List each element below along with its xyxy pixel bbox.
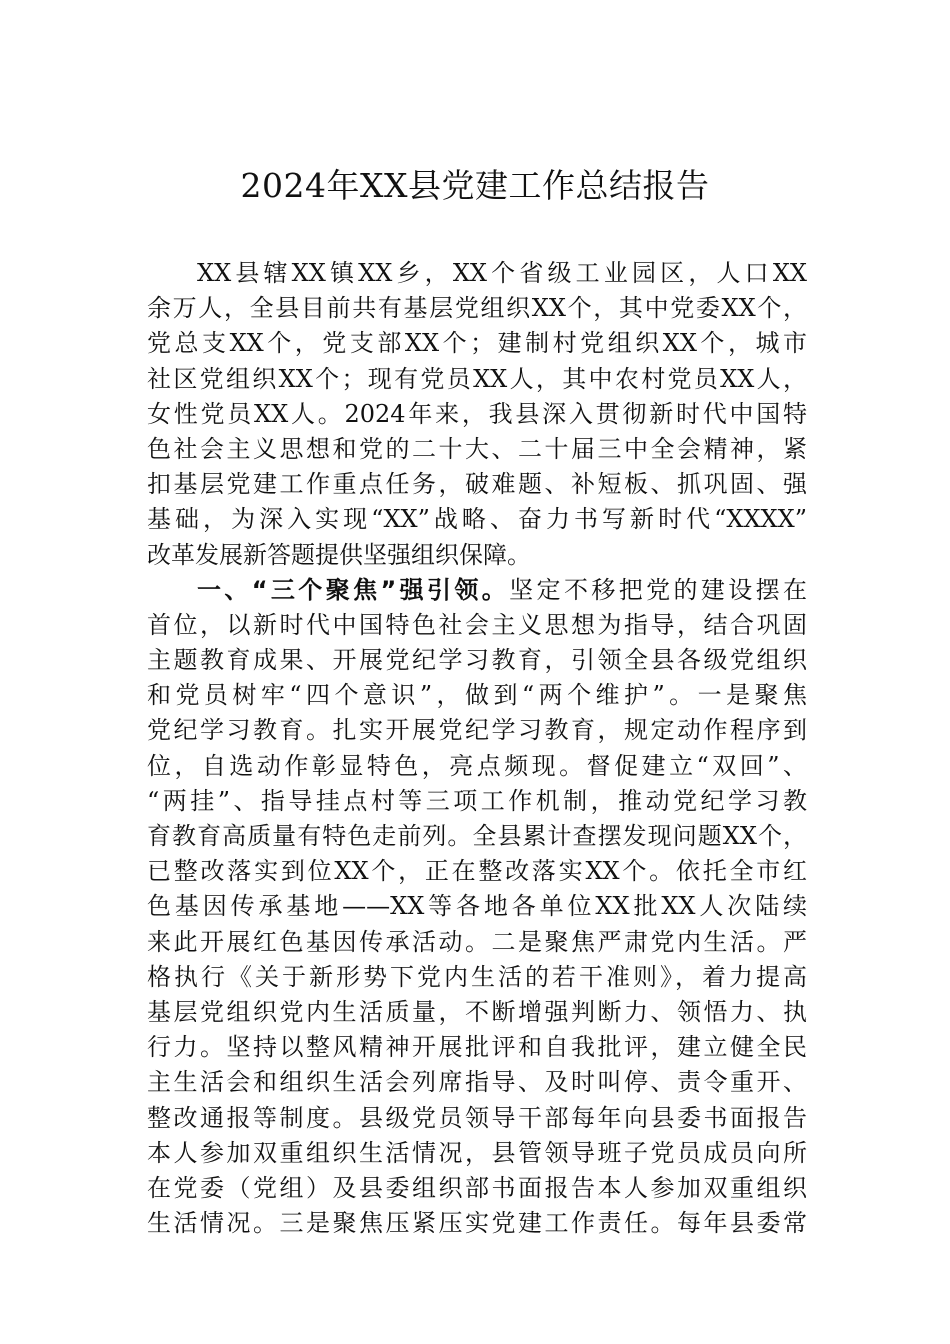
text-line: 党总支XX个，党支部XX个；建制村党组织XX个，城市 — [147, 329, 807, 358]
text-line: 行力。坚持以整风精神开展批评和自我批评，建立健全民 — [147, 1033, 807, 1062]
text-line: 格执行《关于新形势下党内生活的若干准则》，着力提高 — [147, 962, 807, 991]
text-line: 已整改落实到位XX个，正在整改落实XX个。依托全市红 — [147, 857, 807, 886]
text-line: “两挂”、指导挂点村等三项工作机制，推动党纪学习教 — [147, 786, 807, 815]
text-line: 色基因传承基地——XX等各地各单位XX批XX人次陆续 — [147, 892, 807, 921]
text-line: 扣基层党建工作重点任务，破难题、补短板、抓巩固、强 — [147, 470, 807, 499]
text-line: 位，自选动作彰显特色，亮点频现。督促建立“双回”、 — [147, 751, 807, 780]
text-line: 在党委（党组）及县委组织部书面报告本人参加双重组织 — [147, 1173, 807, 1202]
section-heading: 一、“三个聚焦”强引领。 — [197, 575, 510, 604]
text-line: 整改通报等制度。县级党员领导干部每年向县委书面报告 — [147, 1103, 807, 1132]
text-line: 来此开展红色基因传承活动。二是聚焦严肃党内生活。严 — [147, 927, 807, 956]
text-line: 生活情况。三是聚焦压紧压实党建工作责任。每年县委常 — [147, 1209, 807, 1238]
text-line: 党纪学习教育。扎实开展党纪学习教育，规定动作程序到 — [147, 716, 807, 745]
document-title: 2024年XX县党建工作总结报告 — [240, 166, 710, 205]
text-line: 基础，为深入实现“XX”战略、奋力书写新时代“XXXX” — [147, 505, 807, 534]
section-one-paragraph — [147, 573, 807, 1242]
intro-paragraph — [147, 256, 807, 573]
text-line: 余万人，全县目前共有基层党组织XX个，其中党委XX个， — [147, 294, 807, 323]
text-line: 本人参加双重组织生活情况，县管领导班子党员成员向所 — [147, 1138, 807, 1167]
text-line: 色社会主义思想和党的二十大、二十届三中全会精神，紧 — [147, 434, 807, 463]
text-line: 社区党组织XX个；现有党员XX人，其中农村党员XX人， — [147, 364, 807, 393]
text-line: 基层党组织党内生活质量，不断增强判断力、领悟力、执 — [147, 997, 807, 1026]
section-first-line-text: 坚定不移把党的建设摆在 — [509, 575, 808, 604]
text-line: 女性党员XX人。2024年来，我县深入贯彻新时代中国特 — [147, 399, 807, 428]
text-line: 主生活会和组织生活会列席指导、及时叫停、责令重开、 — [147, 1068, 807, 1097]
text-line: 育教育高质量有特色走前列。全县累计查摆发现问题XX个， — [147, 822, 807, 850]
text-line: 主题教育成果、开展党纪学习教育，引领全县各级党组织 — [147, 646, 807, 675]
text-line: 和党员树牢“四个意识”，做到“两个维护”。一是聚焦 — [147, 681, 807, 710]
section-first-line — [147, 573, 807, 608]
text-line: 改革发展新答题提供坚强组织保障。 — [147, 540, 531, 569]
document-body — [147, 256, 807, 1241]
text-line: XX县辖XX镇XX乡，XX个省级工业园区，人口XX — [197, 259, 807, 287]
text-line: 首位，以新时代中国特色社会主义思想为指导，结合巩固 — [147, 610, 807, 639]
